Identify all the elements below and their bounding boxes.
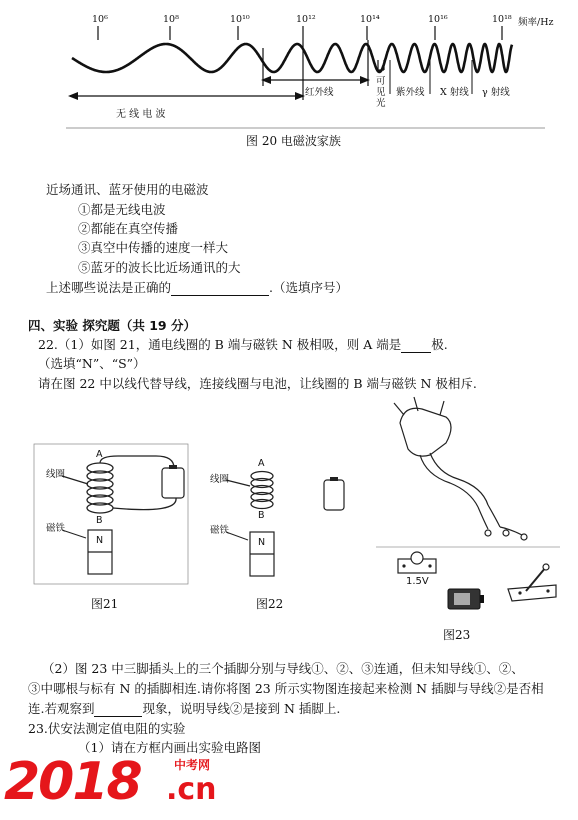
freq-label-1e6: 10⁶ — [92, 14, 108, 25]
site-logo — [2, 748, 232, 818]
figure20-caption: 图 20 电磁波家族 — [246, 134, 341, 148]
fig21-n-label: N — [96, 535, 104, 546]
q22-part2-line1: （2）图 23 中三脚插头上的三个插脚分别与导线①、②、③连通，但未知导线①、②、 — [42, 661, 524, 676]
figure23-caption: 图23 — [443, 628, 471, 642]
figure22-caption: 图22 — [256, 597, 284, 611]
q22-pole-blank[interactable] — [401, 340, 431, 353]
figure21 — [28, 438, 198, 588]
freq-label-1e12: 10¹² — [296, 14, 316, 25]
q22-phenomenon-blank[interactable] — [94, 704, 142, 717]
q23-title: 23.伏安法测定值电阻的实验 — [28, 721, 186, 736]
q21-option-1: ①都是无线电波 — [78, 202, 166, 217]
figure23 — [360, 395, 565, 630]
em-spectrum-figure — [0, 0, 578, 140]
band-infrared-label: 红外线 — [305, 87, 334, 98]
band-radio-label: 无 线 电 波 — [116, 109, 166, 120]
q22-part1-hint: （选填“N”、“S”） — [38, 356, 146, 371]
q22-part2-line3b: 现象，说明导线②是接到 N 插脚上. — [142, 701, 341, 716]
logo-main-text: 2018 — [4, 752, 141, 812]
spectrum-drawing — [0, 0, 578, 140]
logo-domain-text: .cn — [166, 772, 217, 807]
section-title: 四、实验 探究题（共 19 分） — [28, 318, 196, 333]
freq-label-1e16: 10¹⁶ — [428, 14, 448, 25]
figure21-caption: 图21 — [91, 597, 119, 611]
q22-part2-line3 — [28, 701, 340, 717]
freq-label-1e14: 10¹⁴ — [360, 14, 380, 25]
q21-option-2: ②都能在真空传播 — [78, 221, 179, 236]
fig22-coil-label: 线圈 — [210, 474, 230, 485]
freq-label-1e10: 10¹⁰ — [230, 14, 250, 25]
q21-option-3: ③真空中传播的速度一样大 — [78, 240, 229, 255]
q21-prompt-before: 上述哪些说法是正确的 — [46, 280, 172, 295]
q22-part1-a: 22.（1）如图 21，通电线圈的 B 端与磁铁 N 极相吸，则 A 端是 — [38, 337, 402, 352]
fig22-b-label: B — [258, 510, 265, 521]
freq-label-1e8: 10⁸ — [163, 14, 179, 25]
fig22-magnet-label: 磁铁 — [210, 525, 230, 536]
q22-part2-line2: ③中哪根与标有 N 的插脚相连.请你将图 23 所示实物图连接起来检测 N 插脚与导线②是否相 — [28, 681, 544, 696]
fig21-coil-label: 线圈 — [46, 469, 66, 480]
q22-part1-line — [38, 337, 448, 353]
q22-part2-line3a: 连.若观察到 — [28, 701, 95, 716]
q22-part1-b: 极. — [431, 337, 448, 352]
fig22-n-label: N — [258, 537, 266, 548]
q21-prompt — [46, 280, 348, 296]
fig21-a-label: A — [96, 449, 103, 460]
q21-prompt-after: .（选填序号） — [269, 280, 348, 295]
band-gamma-label: γ 射线 — [482, 87, 510, 98]
q22-part1-instruction: 请在图 22 中以线代替导线，连接线圈与电池，让线圈的 B 端与磁铁 N 极相斥. — [38, 376, 477, 391]
fig22-a-label: A — [258, 458, 265, 469]
band-xray-label: X 射线 — [440, 87, 469, 98]
fig21-b-label: B — [96, 515, 103, 526]
logo-tag-text: 中考网 — [174, 758, 211, 772]
q21-answer-blank[interactable] — [171, 283, 269, 296]
band-visible-label: 可 见 光 — [376, 76, 386, 109]
freq-label-1e18: 10¹⁸ — [492, 14, 512, 25]
fig23-battery-label: 1.5V — [406, 576, 429, 587]
q21-option-5: ⑤蓝牙的波长比近场通讯的大 — [78, 260, 241, 275]
q23-part1: （1）请在方框内画出实验电路图 — [78, 740, 261, 755]
figure22 — [196, 438, 356, 588]
band-uv-label: 紫外线 — [396, 87, 425, 98]
figure23-drawing — [360, 395, 565, 630]
figure22-drawing — [196, 438, 356, 588]
figure21-drawing — [28, 438, 198, 588]
freq-unit-label: 频率/Hz — [518, 17, 554, 28]
q21-intro: 近场通讯、蓝牙使用的电磁波 — [46, 182, 209, 197]
fig21-magnet-label: 磁铁 — [46, 523, 66, 534]
